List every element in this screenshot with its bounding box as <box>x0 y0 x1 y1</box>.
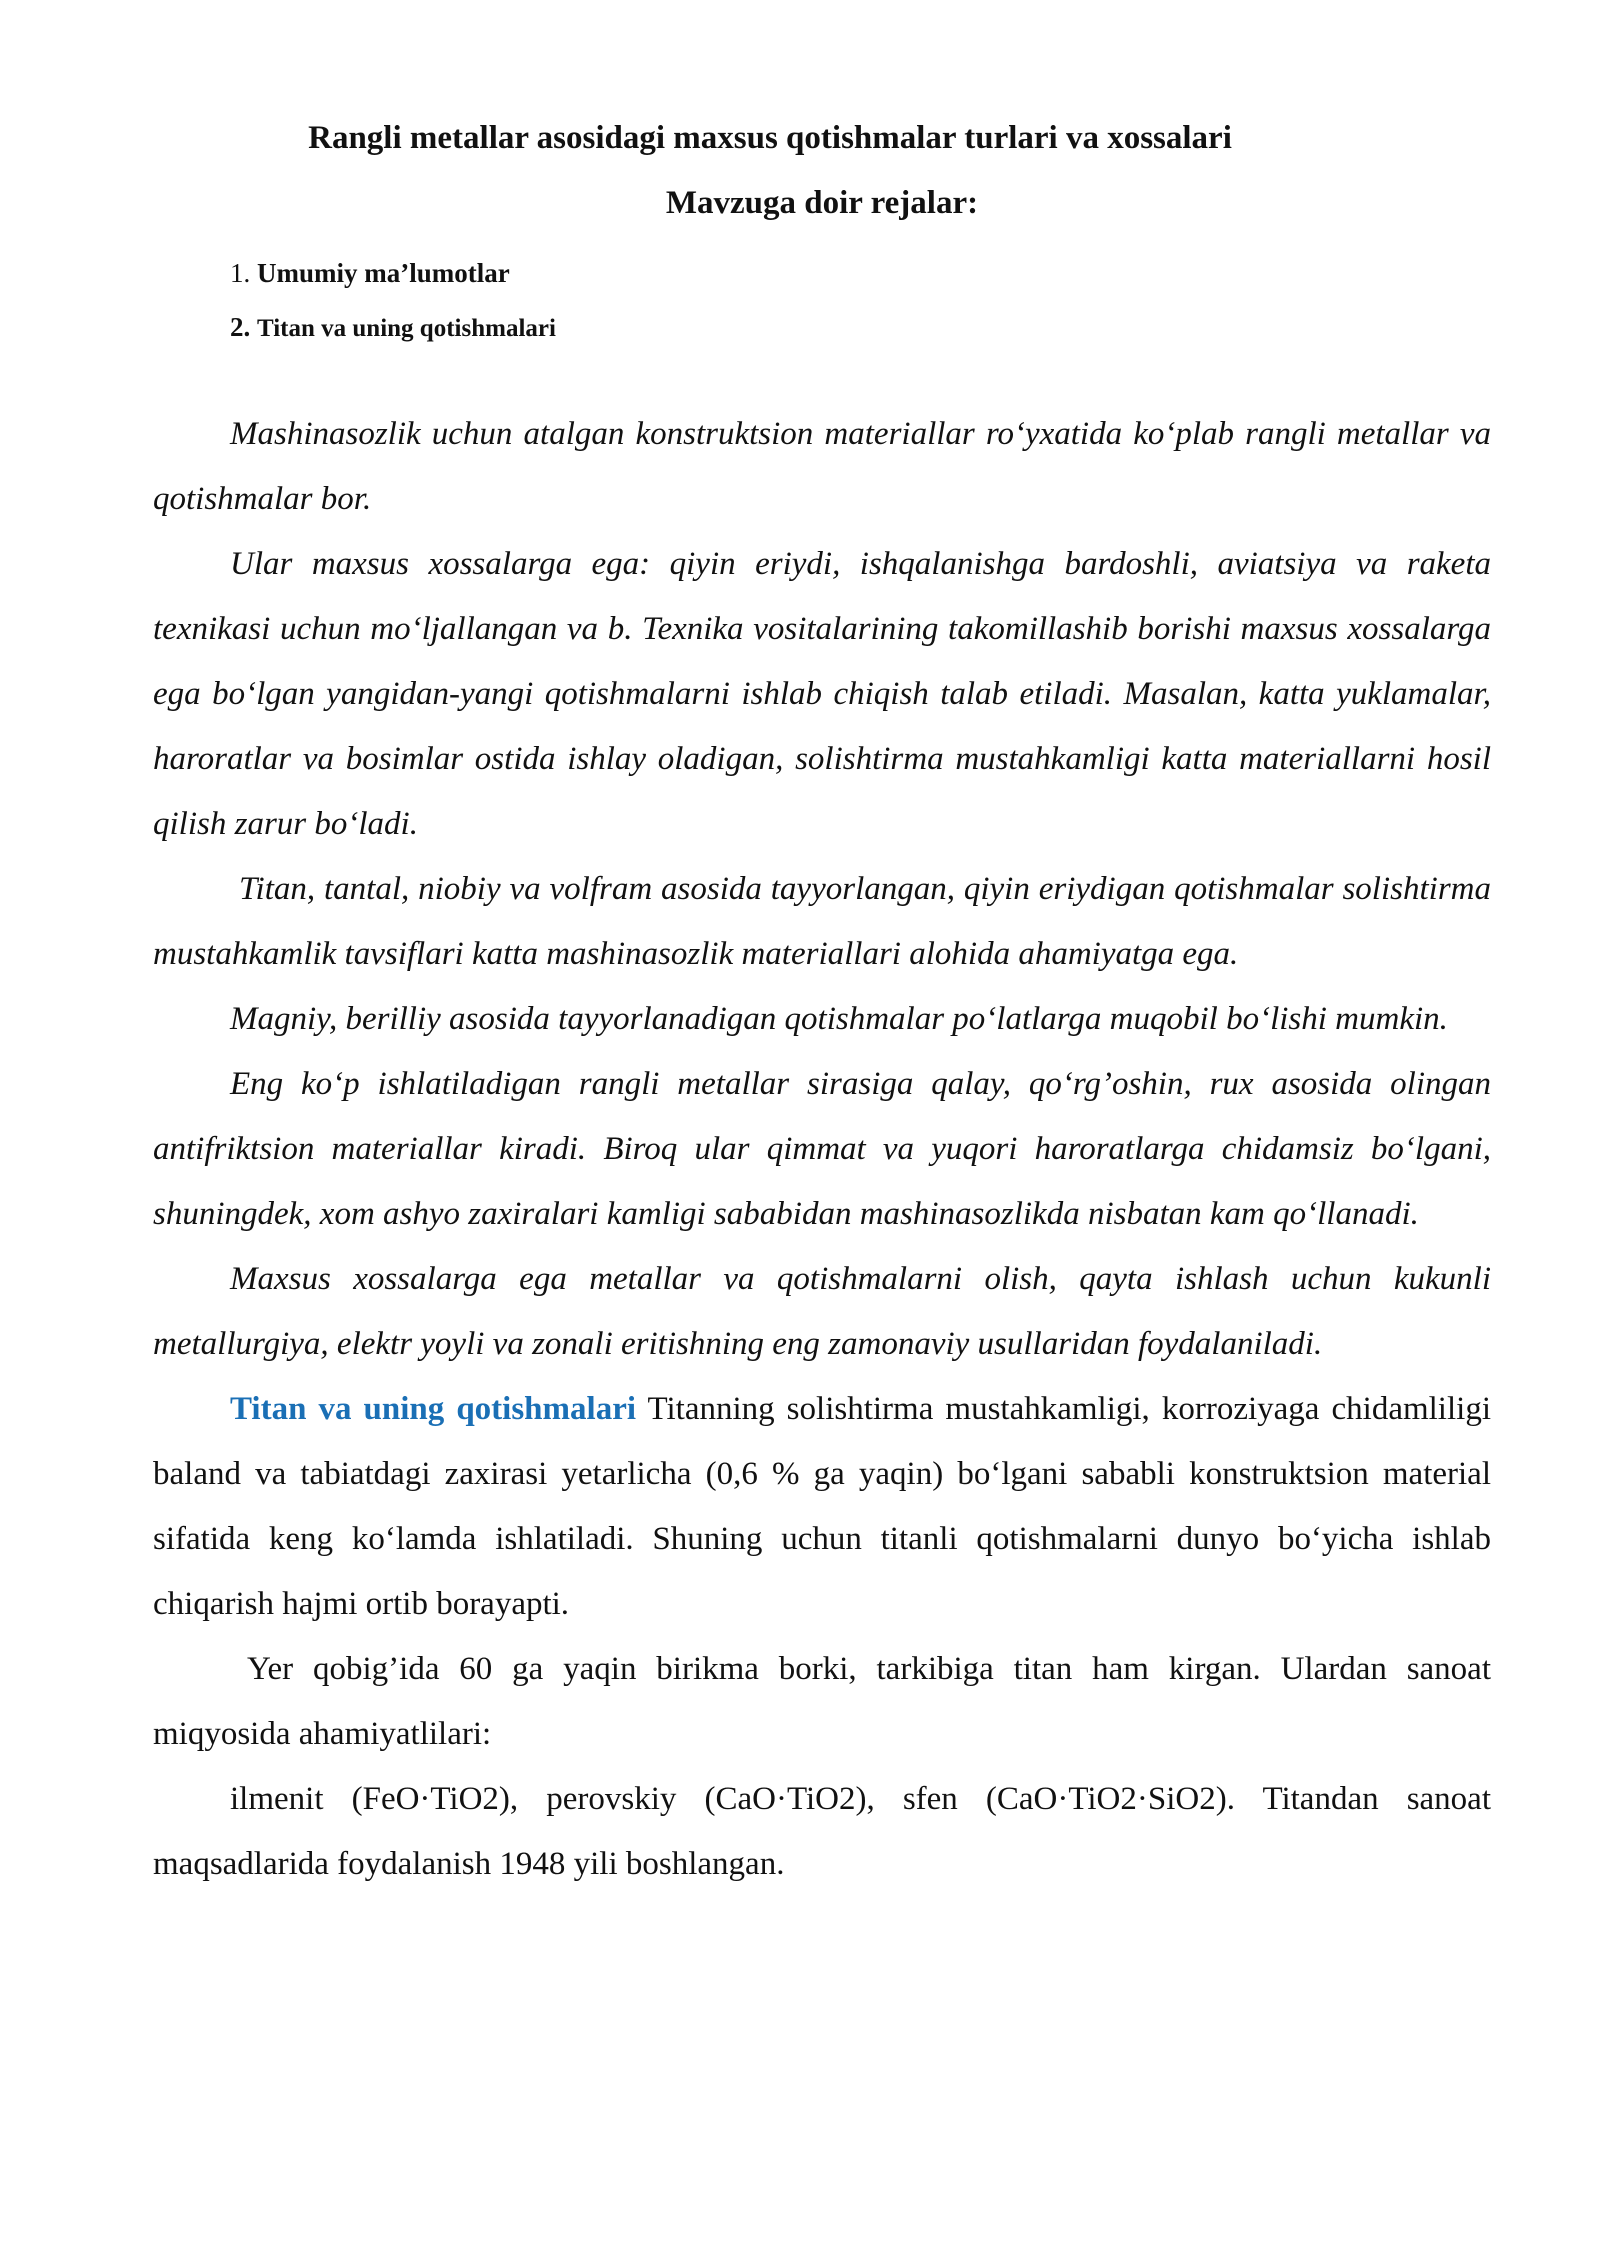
body-paragraph: Ular maxsus xossalarga ega: qiyin eriydi, ishqalanishga bardoshli, aviatsiya va raketa texnikasi uchun mo‘ljallangan va b. Texnika vositalarining takomillashib borishi maxsus xossalarga ega bo‘lgan yangidan-yangi qotishmalarni ishlab chiqish talab etiladi. Masalan, katta yuklamalar, haroratlar va bosimlar ostida ishlay oladigan, solishtirma mustahkamligi katta materiallarni hosil qilish zarur bo‘ladi. <box>153 546 1491 842</box>
plan-item-number: 2. <box>230 312 251 342</box>
section-heading: Titan va uning qotishmalari <box>230 1391 637 1427</box>
section-paragraph <box>153 1377 1491 1637</box>
document-body <box>153 402 1491 1897</box>
body-paragraph: Maxsus xossalarga ega metallar va qotishmalarni olish, qayta ishlash uchun kukunli metallurgiya, elektr yoyli va zonali eritishning eng zamonaviy usullaridan foydalaniladi. <box>153 1261 1491 1362</box>
plan-item-number: 1. <box>230 258 251 288</box>
plan-item-text: Titan va uning qotishmalari <box>257 315 556 342</box>
body-paragraph: Titan, tantal, niobiy va volfram asosida tayyorlangan, qiyin eriydigan qotishmalar solishtirma mustahkamlik tavsiflari katta mashinasozlik materiallari alohida ahamiyatga ega. <box>153 871 1491 972</box>
plan-heading: Mavzuga doir rejalar: <box>665 185 979 221</box>
section-paragraph: ilmenit (FeO·TiO2), perovskiy (CaO·TiO2), sfen (CaO·TiO2·SiO2). Titandan sanoat maqsadlarida foydalanish 1948 yili boshlangan. <box>153 1781 1491 1882</box>
section-intro-text: Titanning solishtirma mustahkamligi, korroziyaga chidamliligi baland va tabiatdagi zaxirasi yetarlicha (0,6 % ga yaqin) bo‘lgani sababli konstruktsion material sifatida keng ko‘lamda ishlatiladi. Shuning uchun titanli qotishmalarni dunyo bo‘yicha ishlab chiqarish hajmi ortib borayapti. <box>153 1391 1491 1622</box>
plan-list <box>230 246 556 354</box>
section-paragraph: Yer qobig’ida 60 ga yaqin birikma borki, tarkibiga titan ham kirgan. Ulardan sanoat miqyosida ahamiyatlilari: <box>153 1651 1491 1752</box>
plan-item <box>230 300 556 354</box>
plan-item <box>230 246 556 300</box>
body-paragraph: Magniy, berilliy asosida tayyorlanadigan qotishmalar po‘latlarga muqobil bo‘lishi mumkin. <box>230 1001 1448 1037</box>
document-title: Rangli metallar asosidagi maxsus qotishmalar turlari va xossalari <box>308 120 1232 156</box>
body-paragraph: Eng ko‘p ishlatiladigan rangli metallar sirasiga qalay, qo‘rg’oshin, rux asosida olingan antifriktsion materiallar kiradi. Biroq ular qimmat va yuqori haroratlarga chidamsiz bo‘lgani, shuningdek, xom ashyo zaxiralari kamligi sababidan mashinasozlikda nisbatan kam qo‘llanadi. <box>153 1066 1491 1232</box>
plan-item-text: Umumiy ma’lumotlar <box>257 258 510 288</box>
body-paragraph: Mashinasozlik uchun atalgan konstruktsion materiallar ro‘yxatida ko‘plab rangli metallar va qotishmalar bor. <box>153 416 1491 517</box>
